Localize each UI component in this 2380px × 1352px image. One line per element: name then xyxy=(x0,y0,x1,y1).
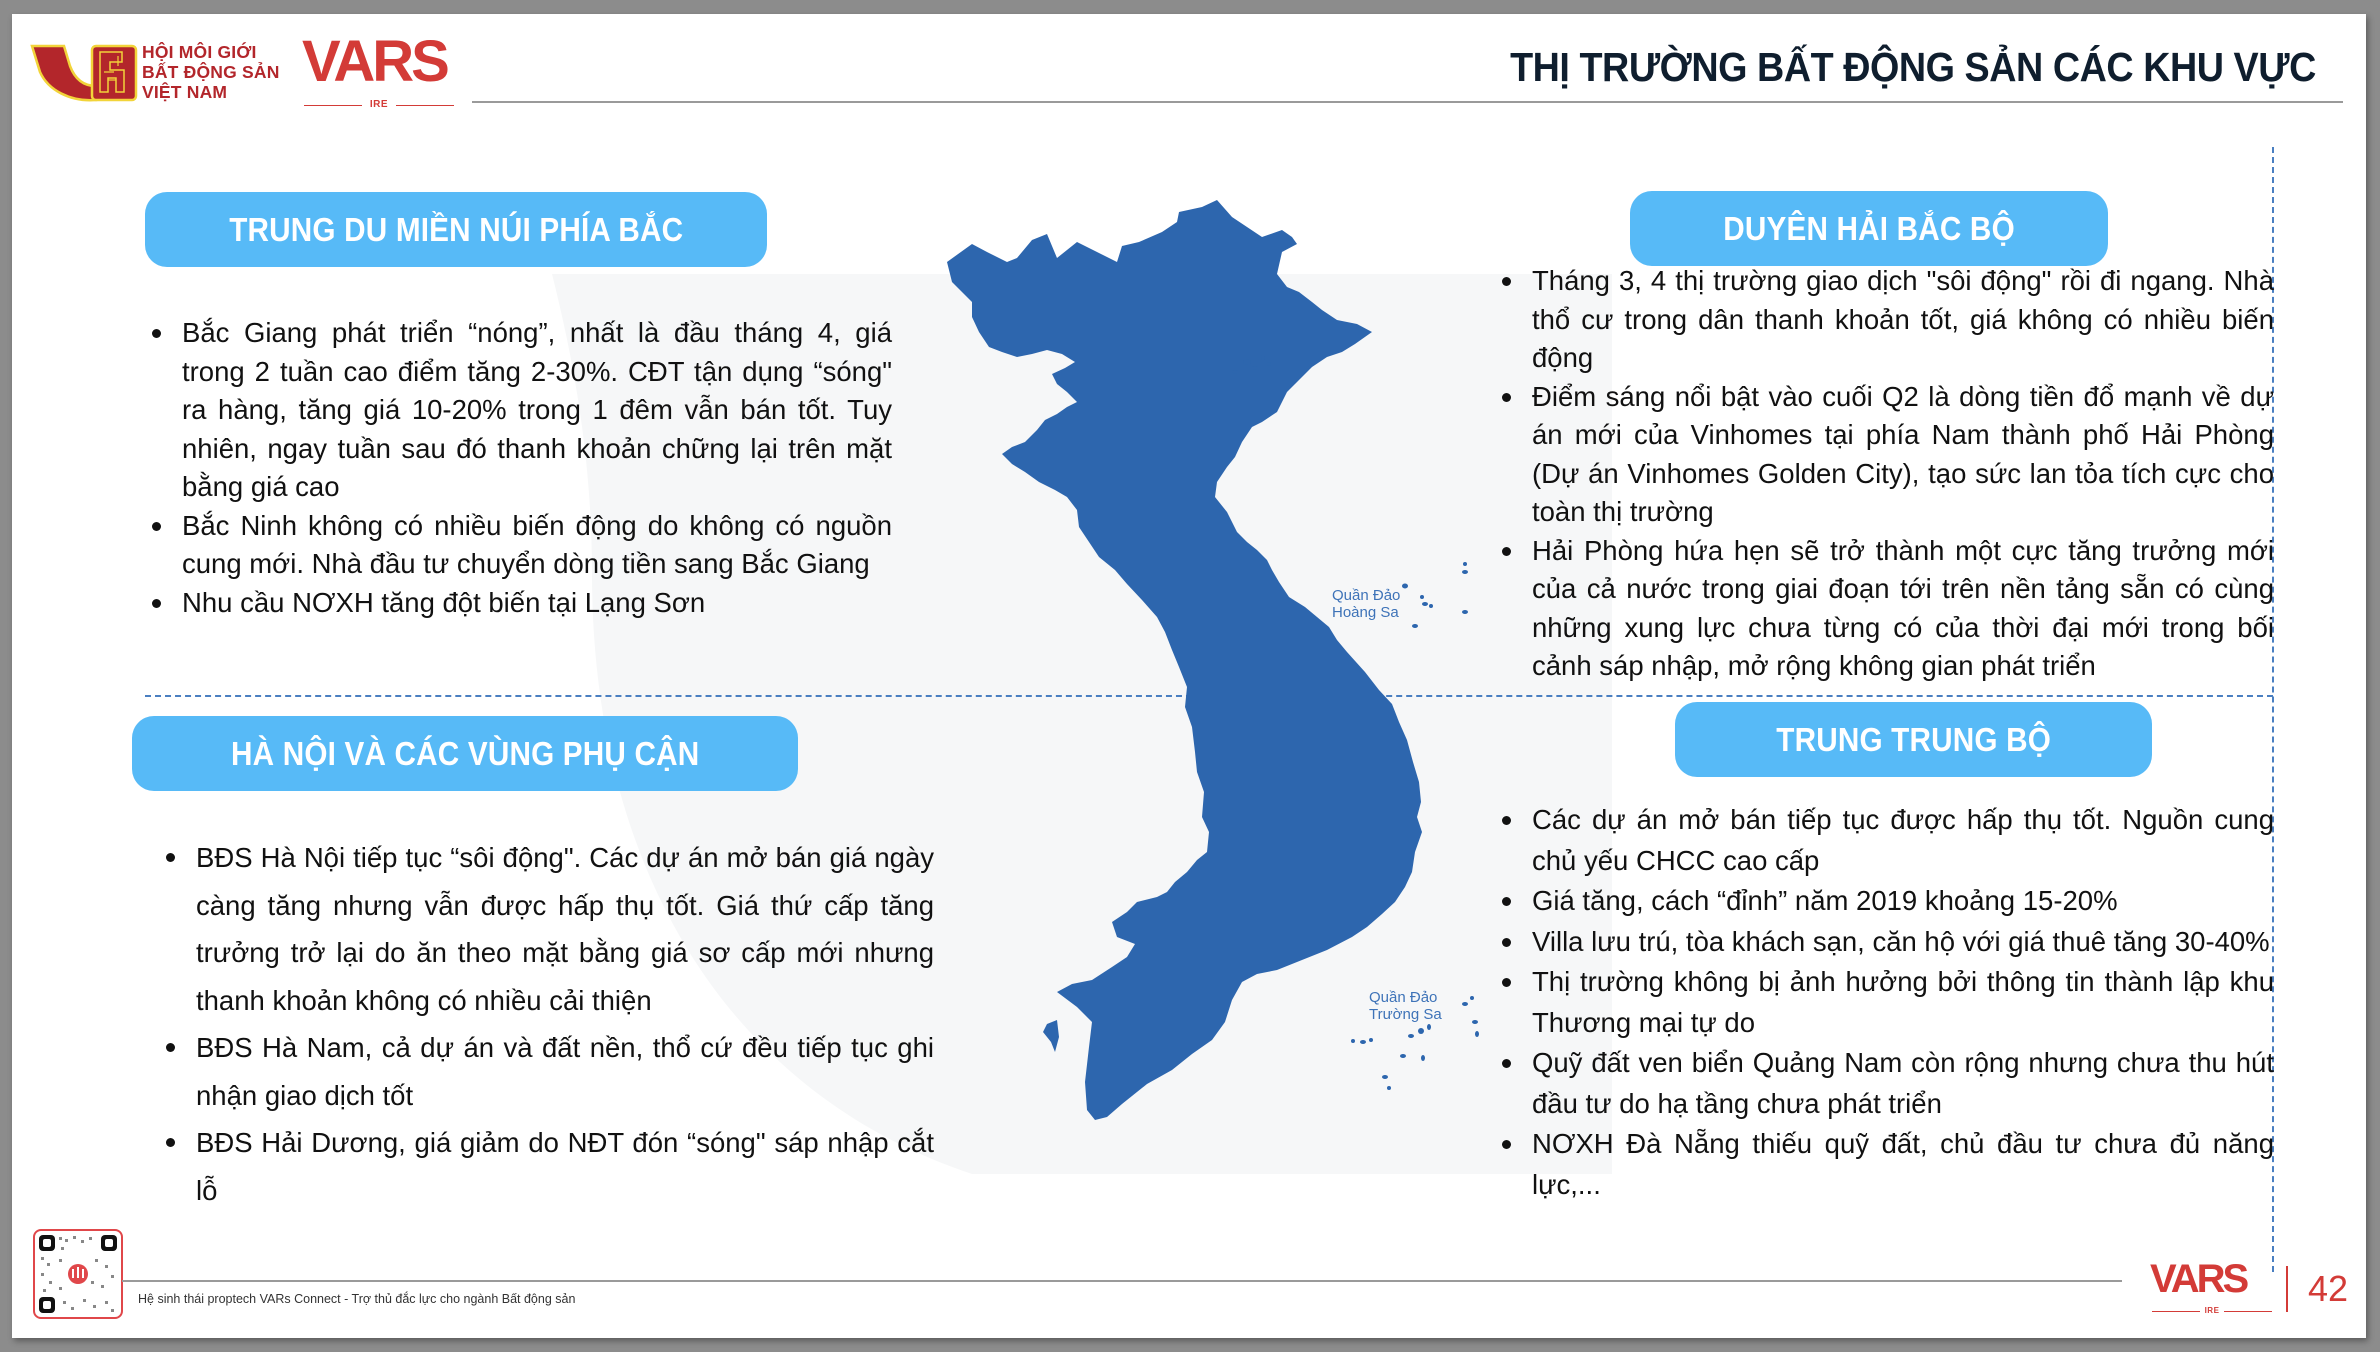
footer-divider xyxy=(122,1280,2122,1282)
page-number: 42 xyxy=(2308,1268,2349,1309)
region-bullets-northern-coast xyxy=(1500,262,2274,686)
footer-separator xyxy=(2286,1266,2288,1312)
truong-sa-label: Quần Đảo Trường Sa xyxy=(1369,989,1442,1023)
slide xyxy=(12,14,2366,1338)
list-item: Villa lưu trú, tòa khách sạn, căn hộ với giá thuê tăng 30-40% xyxy=(1500,922,2274,963)
list-item: Quỹ đất ven biển Quảng Nam còn rộng nhưng chưa thu hút đầu tư do hạ tầng chưa phát triển xyxy=(1500,1043,2274,1124)
list-item: Bắc Ninh không có nhiều biến động do không có nguồn cung mới. Nhà đầu tư chuyển dòng tiền sang Bắc Giang xyxy=(150,507,892,584)
hoang-sa-label: Quần Đảo Hoàng Sa xyxy=(1332,587,1401,621)
list-item: NƠXH Đà Nẵng thiếu quỹ đất, chủ đầu tư chưa đủ năng lực,... xyxy=(1500,1124,2274,1205)
region-header-northern-midlands: TRUNG DU MIỀN NÚI PHÍA BẮC xyxy=(145,192,767,267)
list-item: Hải Phòng hứa hẹn sẽ trở thành một cực tăng trưởng mới của cả nước trong giai đoạn tới trên nền tảng sẵn có cùng những xung lực chưa từng có của thời đại mới trong bối cảnh sáp nhập, mở rộng không gian phát triển xyxy=(1500,532,2274,686)
region-bullets-central xyxy=(1500,800,2274,1205)
qr-code[interactable] xyxy=(33,1229,123,1319)
page-title: THỊ TRƯỜNG BẤT ĐỘNG SẢN CÁC KHU VỰC xyxy=(1510,44,2316,90)
vr-association-logo-icon xyxy=(30,42,140,104)
list-item: Nhu cầu NƠXH tăng đột biến tại Lạng Sơn xyxy=(150,584,892,623)
vietnam-map xyxy=(917,192,1487,1182)
region-header-central: TRUNG TRUNG BỘ xyxy=(1675,702,2152,777)
list-item: Thị trường không bị ảnh hưởng bởi thông tin thành lập khu Thương mại tự do xyxy=(1500,962,2274,1043)
vars-logo: VARS xyxy=(302,29,447,94)
list-item: BĐS Hải Dương, giá giảm do NĐT đón “sóng" sáp nhập cắt lỗ xyxy=(164,1119,934,1214)
region-bullets-hanoi xyxy=(164,834,934,1214)
region-header-hanoi: HÀ NỘI VÀ CÁC VÙNG PHỤ CẬN xyxy=(132,716,798,791)
list-item: BĐS Hà Nam, cả dự án và đất nền, thổ cứ đều tiếp tục ghi nhận giao dịch tốt xyxy=(164,1024,934,1119)
footer-ire-subtitle: IRE xyxy=(2152,1305,2272,1315)
vietnam-map-icon xyxy=(917,192,1487,1182)
footer-vars-logo: VARS xyxy=(2150,1257,2247,1301)
association-name: HỘI MÔI GIỚI BẤT ĐỘNG SẢN VIỆT NAM xyxy=(142,42,280,102)
list-item: Các dự án mở bán tiếp tục được hấp thụ tốt. Nguồn cung chủ yếu CHCC cao cấp xyxy=(1500,800,2274,881)
list-item: Giá tăng, cách “đỉnh” năm 2019 khoảng 15-20% xyxy=(1500,881,2274,922)
list-item: Điểm sáng nổi bật vào cuối Q2 là dòng tiền đổ mạnh về dự án mới của Vinhomes tại phía Nam thành phố Hải Phòng (Dự án Vinhomes Golden City), tạo sức lan tỏa tích cực cho toàn thị trường xyxy=(1500,378,2274,532)
footer-tagline: Hệ sinh thái proptech VARs Connect - Trợ thủ đắc lực cho ngành Bất động sản xyxy=(138,1292,576,1306)
list-item: Bắc Giang phát triển “nóng”, nhất là đầu tháng 4, giá trong 2 tuần cao điểm tăng 2-30%. CĐT tận dụng “sóng" ra hàng, tăng giá 10-20% trong 1 đêm vẫn bán tốt. Tuy nhiên, ngay tuần sau đó thanh khoản chững lại trên mặt bằng giá cao xyxy=(150,314,892,507)
region-header-northern-coast: DUYÊN HẢI BẮC BỘ xyxy=(1630,191,2108,266)
list-item: Tháng 3, 4 thị trường giao dịch "sôi động" rồi đi ngang. Nhà thổ cư trong dân thanh khoản tốt, giá không có nhiều biến động xyxy=(1500,262,2274,378)
vars-ire-subtitle: IRE xyxy=(304,99,454,111)
qr-code-icon xyxy=(35,1231,121,1317)
list-item: BĐS Hà Nội tiếp tục “sôi động". Các dự án mở bán giá ngày càng tăng nhưng vẫn được hấp thụ tốt. Giá thứ cấp tăng trưởng trở lại do ăn theo mặt bằng giá sơ cấp mới nhưng thanh khoản không có nhiều cải thiện xyxy=(164,834,934,1024)
title-divider xyxy=(472,101,2343,103)
region-bullets-northern-midlands xyxy=(150,314,892,622)
